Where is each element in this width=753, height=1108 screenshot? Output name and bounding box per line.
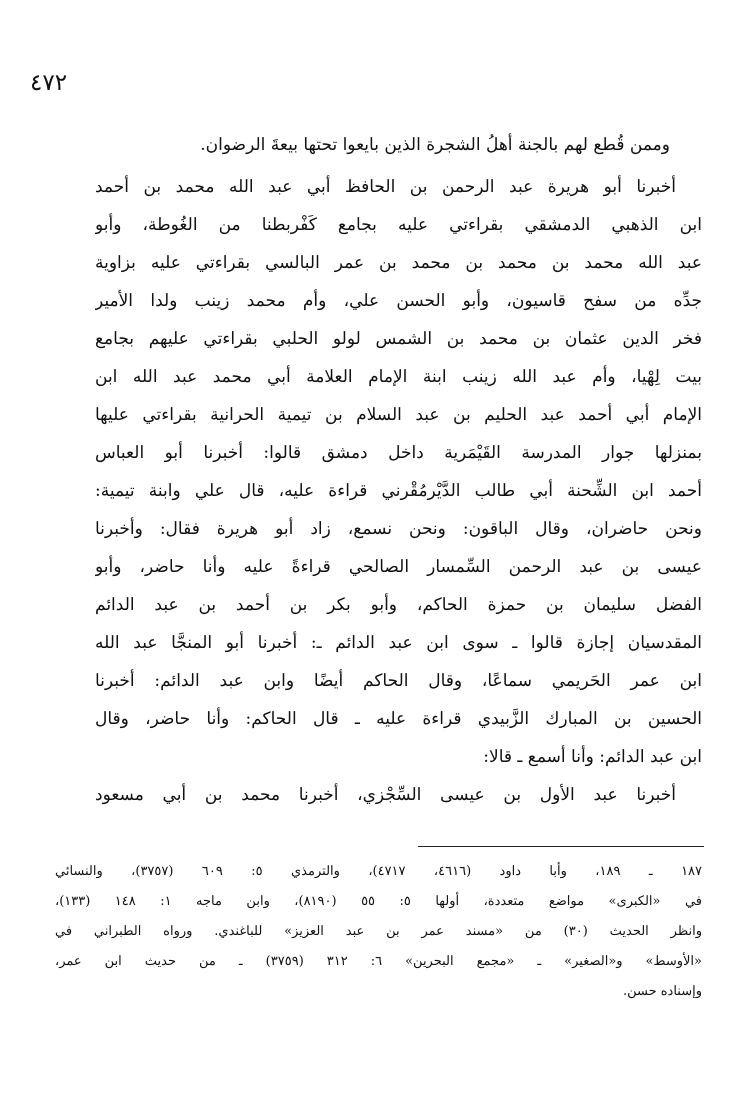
footnote-line: وإسناده حسن. xyxy=(622,984,702,999)
text-line: الفضل سليمان بن حمزة الحاكم، وأبو بكر بن أحمد بن عبد الدائم xyxy=(95,595,702,615)
text-line: عبد الله محمد بن محمد بن محمد بن عمر البالسي بقراءتي عليه بزاوية xyxy=(95,253,702,273)
text-line: أخبرنا أبو هريرة عبد الرحمن بن الحافظ أبي عبد الله محمد بن أحمد xyxy=(95,177,676,197)
text-line: أحمد ابن الشِّحنة أبي طالب الدَّيْرمُقْرني قراءة عليه، قال علي وابنة تيمية: xyxy=(95,481,702,501)
text-line: ابن الذهبي الدمشقي بقراءتي عليه بجامع كَفْربطنا من الغُوطة، وأبو xyxy=(95,215,702,235)
footnote-line: «الأوسط» و«الصغير» ـ «مجمع البحرين» ٦: ٣١٢ (٣٧٥٩) ـ من حديث ابن عمر، xyxy=(55,954,702,969)
verse-line: وممن قُطع لهم بالجنة أهلُ الشجرة الذين بايعوا تحتها بيعةَ الرضوان. xyxy=(200,135,670,155)
text-line: ابن عبد الدائم: وأنا أسمع ـ قالا: xyxy=(483,747,702,767)
paragraph-1 xyxy=(95,168,702,776)
text-line: أخبرنا عبد الأول بن عيسى السِّجْزي، أخبرنا محمد بن أبي مسعود xyxy=(95,785,676,805)
footnote-line: ١٨٧ ـ ١٨٩، وأبا داود (٤٦١٦، ٤٧١٧)، والترمذي ٥: ٦٠٩ (٣٧٥٧)، والنسائي xyxy=(55,864,702,879)
footnotes xyxy=(55,857,702,1007)
footnote-line: في «الكبرى» مواضع متعددة، أولها ٥: ٥٥ (٨١٩٠)، وابن ماجه ١: ١٤٨ (١٣٣)، xyxy=(55,894,702,909)
text-line: بمنزلها جوار المدرسة القَيْمَرية داخل دمشق قالوا: أخبرنا أبو العباس xyxy=(95,443,702,463)
text-line: جدِّه من سفح قاسيون، وأبو الحسن علي، وأم محمد زينب ولدا الأمير xyxy=(95,291,702,311)
text-line: فخر الدين عثمان بن محمد بن الشمس لولو الحلبي بقراءتي عليهم بجامع xyxy=(95,329,702,349)
text-line: الإمام أبي أحمد عبد الحليم بن عبد السلام بن تيمية الحرانية بقراءتي عليها xyxy=(95,405,702,425)
text-line: المقدسيان إجازة قالوا ـ سوى ابن عبد الدائم ـ: أخبرنا أبو المنجَّا عبد الله xyxy=(95,633,702,653)
footnote-line: وانظر الحديث (٣٠) من «مسند عمر بن عبد العزيز» للباغندي. ورواه الطبراني في xyxy=(55,924,702,939)
text-line: ابن عمر الحَريمي سماعًا، وقال الحاكم أيضًا وابن عبد الدائم: أخبرنا xyxy=(95,671,702,691)
footnote-divider xyxy=(418,846,704,847)
text-line: بيت لِهْيا، وأم عبد الله زينب ابنة الإمام العلامة أبي محمد عبد الله ابن xyxy=(95,367,702,387)
text-line: ونحن حاضران، وقال الباقون: ونحن نسمع، زاد أبو هريرة فقال: وأخبرنا xyxy=(95,519,702,539)
page-number: ٤٧٢ xyxy=(30,70,68,96)
main-text xyxy=(95,126,702,814)
paragraph-2 xyxy=(95,776,702,814)
text-line: عيسى بن عبد الرحمن السِّمسار الصالحي قراءةً عليه وأنا حاضر، وأبو xyxy=(95,557,702,577)
text-line: الحسين بن المبارك الزَّبيدي قراءة عليه ـ قال الحاكم: وأنا حاضر، وقال xyxy=(95,709,702,729)
